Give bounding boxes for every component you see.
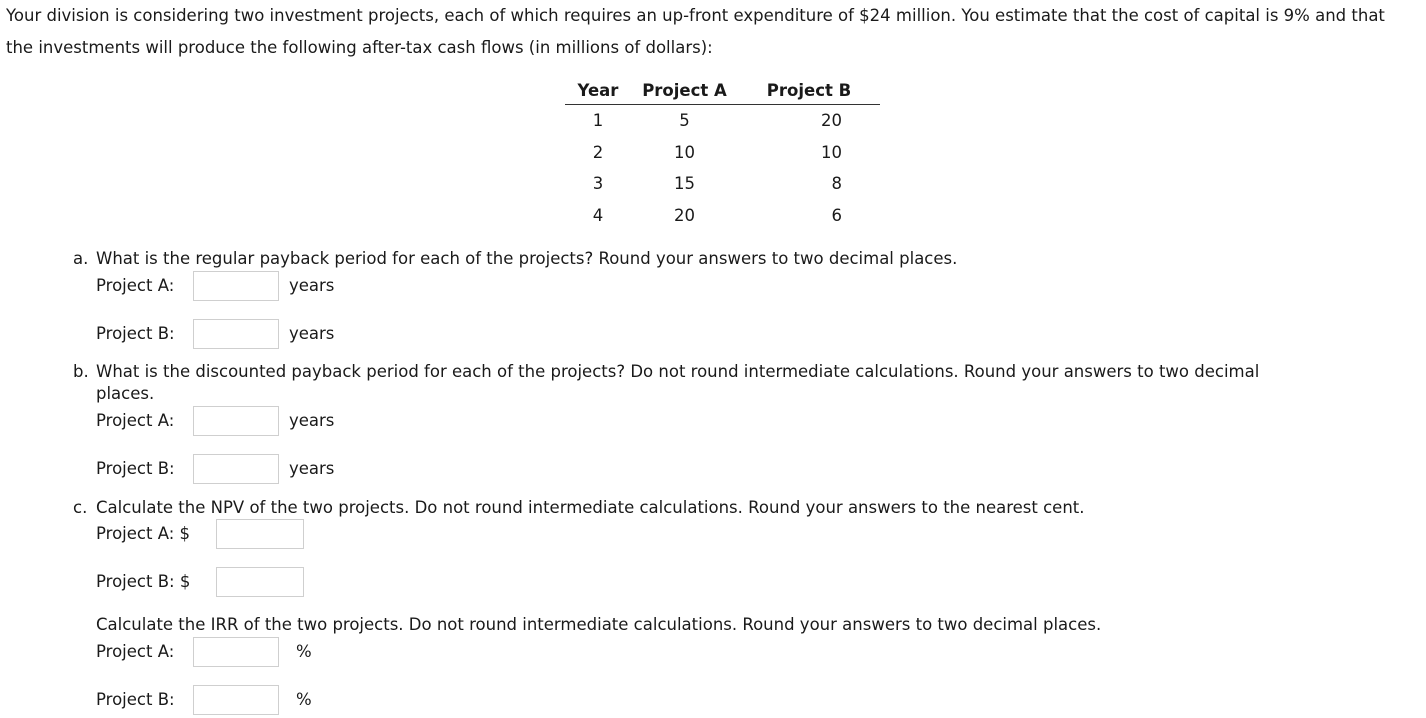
answer-label: Project B: <box>96 324 175 343</box>
answer-label: Project B: <box>96 690 175 709</box>
cell-year: 3 <box>592 174 604 194</box>
table-header-row <box>565 76 880 105</box>
answer-label: Project B: <box>96 459 175 478</box>
irr-project-b-input[interactable] <box>193 685 279 715</box>
cell-project-b: 20 <box>821 111 842 131</box>
cell-project-a: 20 <box>674 205 695 225</box>
question-irr-text: Calculate the IRR of the two projects. Do not round intermediate calculations. Round your answers to two decimal places. <box>96 615 1102 634</box>
question-c-text: Calculate the NPV of the two projects. Do not round intermediate calculations. Round your answers to the nearest cent. <box>96 498 1085 517</box>
cell-year: 2 <box>592 142 604 162</box>
question-a-marker: a. <box>73 249 89 268</box>
header-project-b: Project B <box>738 76 880 105</box>
unit-label: years <box>289 324 335 343</box>
table-row <box>565 200 880 232</box>
question-c-marker: c. <box>73 498 88 517</box>
cell-project-a: 15 <box>674 174 695 194</box>
payback-project-a-input[interactable] <box>193 271 279 301</box>
irr-project-a-input[interactable] <box>193 637 279 667</box>
question-b-text: What is the discounted payback period for each of the projects? Do not round intermediate calculations. Round your answers to two decimal <box>96 362 1260 381</box>
percent-label: % <box>296 642 312 661</box>
answer-label: Project A: <box>96 276 175 295</box>
answer-label: Project B: $ <box>96 572 191 591</box>
cell-project-b: 8 <box>831 174 842 194</box>
answer-label: Project A: <box>96 642 175 661</box>
answer-label: Project A: <box>96 411 175 430</box>
cell-project-b: 6 <box>831 205 842 225</box>
cell-year: 4 <box>592 205 604 225</box>
cell-year: 1 <box>592 111 604 131</box>
cell-project-a: 10 <box>674 142 695 162</box>
percent-label: % <box>296 690 312 709</box>
cell-project-b: 10 <box>821 142 842 162</box>
question-a-text: What is the regular payback period for each of the projects? Round your answers to two decimal places. <box>96 249 958 268</box>
question-b-text-line2: places. <box>96 384 155 403</box>
discounted-payback-project-a-input[interactable] <box>193 406 279 436</box>
header-year: Year <box>565 76 631 105</box>
npv-project-b-input[interactable] <box>216 567 304 597</box>
npv-project-a-input[interactable] <box>216 519 304 549</box>
table-row <box>565 105 880 137</box>
question-b-marker: b. <box>73 362 89 381</box>
discounted-payback-project-b-input[interactable] <box>193 454 279 484</box>
table-row <box>565 168 880 200</box>
unit-label: years <box>289 276 335 295</box>
cash-flow-table <box>565 76 880 231</box>
payback-project-b-input[interactable] <box>193 319 279 349</box>
header-project-a: Project A <box>631 76 738 105</box>
unit-label: years <box>289 411 335 430</box>
table-row <box>565 137 880 169</box>
problem-intro: Your division is considering two investment projects, each of which requires an up-front expenditure of $24 million. You estimate that the cost of capital is 9% and that the investments will produce the following after-tax cash flows (in millions of dollars): <box>6 6 1385 57</box>
answer-label: Project A: $ <box>96 524 190 543</box>
unit-label: years <box>289 459 335 478</box>
cell-project-a: 5 <box>679 111 690 131</box>
